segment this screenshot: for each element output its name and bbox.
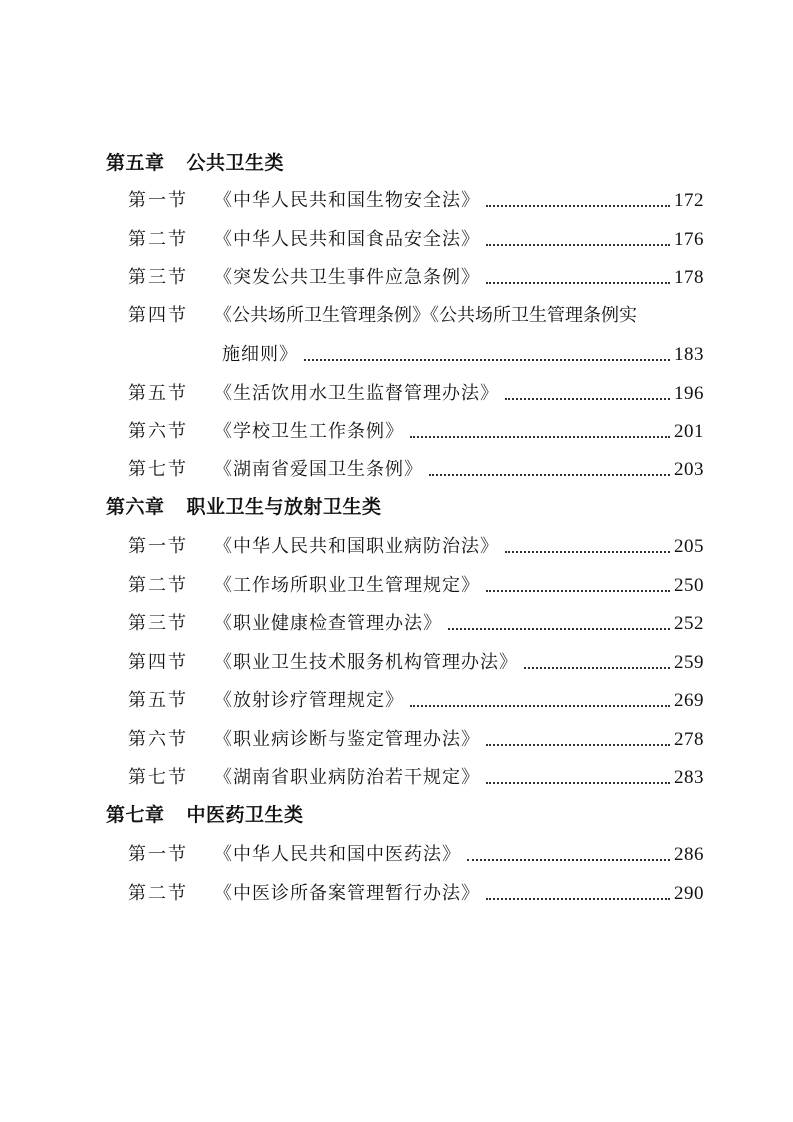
dot-leader [410, 704, 670, 707]
section-title: 《职业病诊断与鉴定管理办法》 [214, 729, 480, 750]
section-label: 第五节 [128, 690, 188, 711]
dot-leader [429, 473, 670, 476]
dot-leader [486, 243, 670, 246]
section-label: 第二节 [128, 229, 188, 250]
chapter-label: 第七章 [106, 804, 165, 826]
section-title-line2: 施细则》 [222, 344, 298, 365]
page-number: 269 [674, 690, 704, 711]
section-label: 第三节 [128, 613, 188, 634]
page-number: 172 [674, 190, 704, 211]
dot-leader [467, 858, 670, 861]
section-title: 《放射诊疗管理规定》 [214, 690, 404, 711]
section-label: 第一节 [128, 536, 188, 557]
dot-leader [486, 204, 670, 207]
dot-leader [486, 281, 670, 284]
toc-entry[interactable] [128, 225, 704, 253]
dot-leader [505, 397, 670, 400]
page-number: 201 [674, 421, 704, 442]
toc-entry[interactable] [128, 455, 704, 483]
section-title: 《中华人民共和国生物安全法》 [214, 190, 480, 211]
section-label: 第五节 [128, 383, 188, 404]
section-label: 第二节 [128, 575, 188, 596]
section-title: 《中华人民共和国中医药法》 [214, 844, 461, 865]
page-number: 176 [674, 229, 704, 250]
page-number: 183 [674, 344, 704, 365]
section-label: 第一节 [128, 190, 188, 211]
section-label: 第一节 [128, 844, 188, 865]
dot-leader [304, 358, 670, 361]
toc-entry[interactable] [128, 725, 704, 753]
section-label: 第二节 [128, 883, 188, 904]
page-number: 252 [674, 613, 704, 634]
section-label: 第六节 [128, 421, 188, 442]
toc-entry[interactable] [128, 571, 704, 599]
chapter-title: 中医药卫生类 [186, 804, 304, 826]
dot-leader [505, 550, 670, 553]
dot-leader [486, 897, 670, 900]
page-number: 203 [674, 459, 704, 480]
section-title: 《职业健康检查管理办法》 [214, 613, 442, 634]
toc-entry[interactable] [128, 840, 704, 868]
section-title: 《职业卫生技术服务机构管理办法》 [214, 652, 518, 673]
dot-leader [410, 435, 670, 438]
section-title: 《中医诊所备案管理暂行办法》 [214, 883, 480, 904]
dot-leader [486, 781, 670, 784]
toc-entry[interactable] [128, 263, 704, 291]
section-label: 第七节 [128, 767, 188, 788]
toc-entry[interactable] [128, 379, 704, 407]
dot-leader [486, 589, 670, 592]
page-number: 283 [674, 767, 704, 788]
page-number: 178 [674, 267, 704, 288]
page-number: 205 [674, 536, 704, 557]
dot-leader [524, 666, 670, 669]
page-number: 196 [674, 383, 704, 404]
page-number: 290 [674, 883, 704, 904]
chapter-title: 公共卫生类 [186, 152, 285, 174]
chapter-heading [106, 802, 706, 828]
toc-entry[interactable] [128, 648, 704, 676]
section-title: 《学校卫生工作条例》 [214, 421, 404, 442]
chapter-heading [106, 150, 706, 176]
toc-entry-continuation[interactable] [222, 340, 704, 368]
toc-entry[interactable] [128, 532, 704, 560]
page-number: 250 [674, 575, 704, 596]
section-title: 《中华人民共和国职业病防治法》 [214, 536, 499, 557]
chapter-label: 第六章 [106, 496, 165, 518]
section-label: 第四节 [128, 652, 188, 673]
section-title: 《突发公共卫生事件应急条例》 [214, 267, 480, 288]
section-title-line1: 《公共场所卫生管理条例》《公共场所卫生管理条例实 [214, 305, 637, 326]
dot-leader [448, 627, 670, 630]
section-label: 第六节 [128, 729, 188, 750]
section-label: 第四节 [128, 305, 188, 326]
chapter-label: 第五章 [106, 152, 165, 174]
toc-entry[interactable] [128, 417, 704, 445]
toc-entry[interactable] [128, 763, 704, 791]
section-title: 《工作场所职业卫生管理规定》 [214, 575, 480, 596]
chapter-title: 职业卫生与放射卫生类 [186, 496, 382, 518]
toc-entry[interactable] [128, 686, 704, 714]
section-label: 第三节 [128, 267, 188, 288]
section-title: 《中华人民共和国食品安全法》 [214, 229, 480, 250]
dot-leader [486, 743, 670, 746]
toc-entry[interactable] [128, 301, 704, 329]
section-label: 第七节 [128, 459, 188, 480]
section-title: 《湖南省爱国卫生条例》 [214, 459, 423, 480]
toc-entry[interactable] [128, 879, 704, 907]
section-title: 《生活饮用水卫生监督管理办法》 [214, 383, 499, 404]
page-number: 278 [674, 729, 704, 750]
page-number: 259 [674, 652, 704, 673]
toc-entry[interactable] [128, 186, 704, 214]
chapter-heading [106, 494, 706, 520]
section-title: 《湖南省职业病防治若干规定》 [214, 767, 480, 788]
page-number: 286 [674, 844, 704, 865]
toc-entry[interactable] [128, 609, 704, 637]
